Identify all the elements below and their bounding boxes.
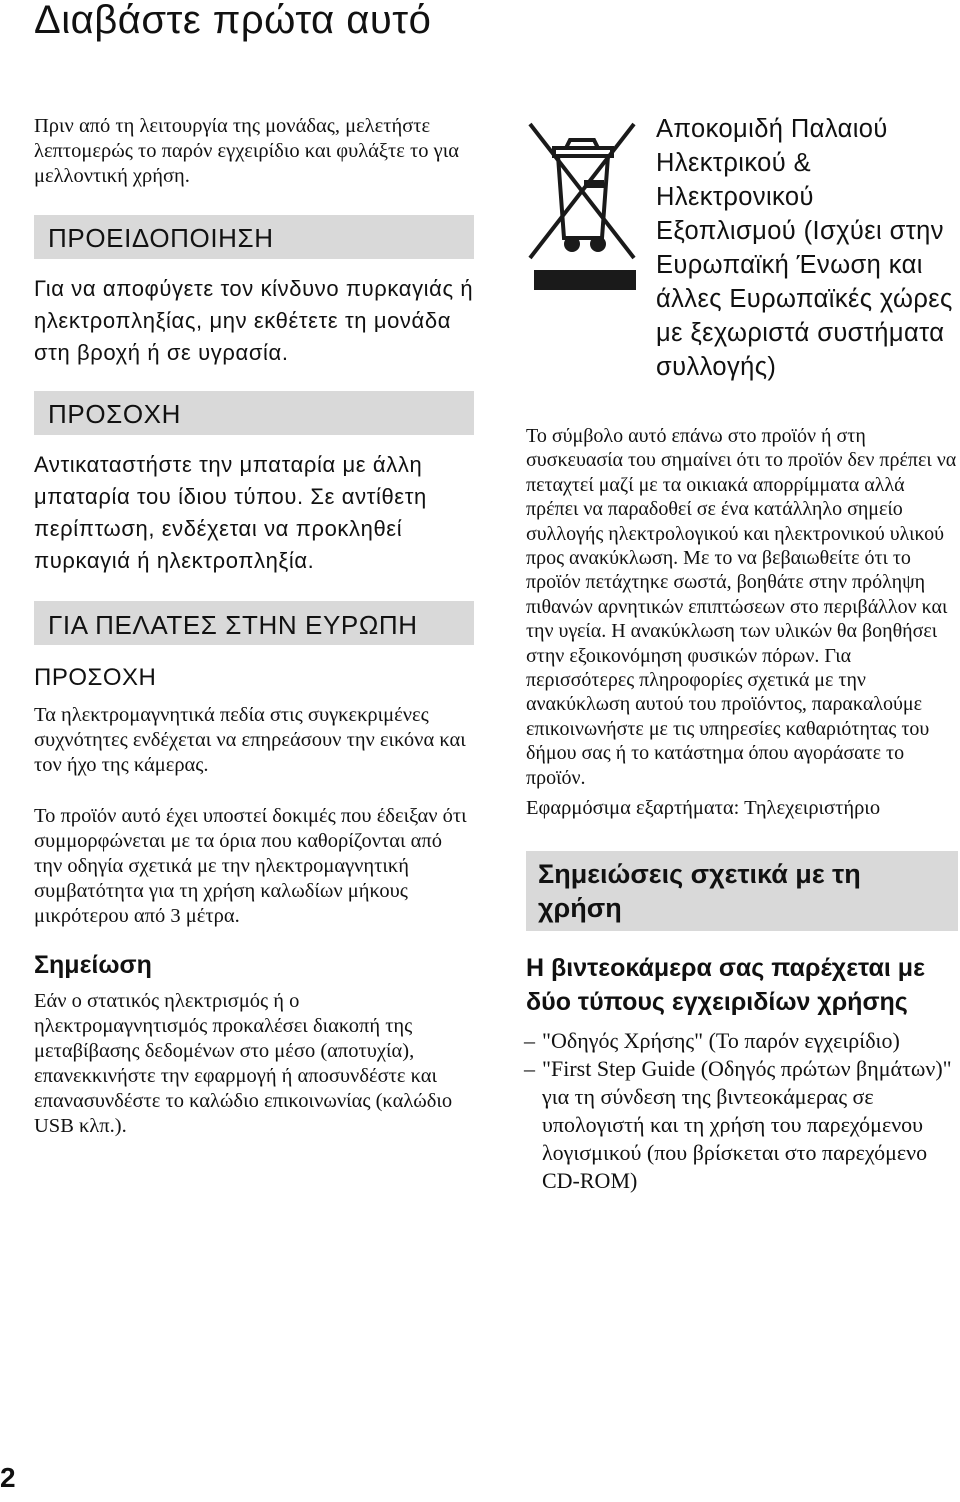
warning-text: Για να αποφύγετε τον κίνδυνο πυρκαγιάς ή ηλεκτροπληξίας, μην εκθέτετε τη μονάδα στη βροχή ή σε υγρασία. — [34, 276, 474, 365]
europe-caution-heading: ΠΡΟΣΟΧΗ — [34, 664, 157, 691]
weee-black-bar — [534, 270, 636, 290]
list-dash: – — [524, 1028, 535, 1054]
weee-text: Το σύμβολο αυτό επάνω στο προϊόν ή στη συσκευασία του σημαίνει ότι το προϊόν δεν πρέπει να πεταχτεί μαζί με τα οικιακά απορρίμματα αλλά πρέπει να παραδοθεί σε ένα κατάλληλο σημείο συλλογής ηλεκτρολογικού και ηλεκτρονικού υλικού προς ανακύκλωση. Με το να βεβαιωθείτε ότι το προϊόν πετάχτηκε σωστά, βοηθάτε στην πρόληψη πιθανών αρνητικών επιπτώσεων στο περιβάλλον και την υγεία. Η ανακύκλωση των υλικών θα βοηθήσει στην εξοικονόμηση φυσικών πόρων. Για περισσότερες πληροφορίες σχετικά με την ανακύκλωση αυτού του προϊόντος, παρακαλούμε επικοινωνήστε με τις υπηρεσίες καθαριότητας του δήμου σας ή το κατάστημα όπου αγοράσατε το προϊόν. — [526, 425, 957, 789]
intro-text: Πριν από τη λειτουργία της μονάδας, μελετήστε λεπτομερώς το παρόν εγχειρίδιο και φυλάξτε το για μελλοντική χρήση. — [34, 115, 459, 187]
europe-text-emf: Τα ηλεκτρομαγνητικά πεδία στις συγκεκριμένες συχνότητες ενδέχεται να επηρεάσουν την εικόνα και τον ήχο της κάμερας. — [34, 704, 466, 776]
page-title: Διαβάστε πρώτα αυτό — [34, 0, 432, 42]
accessories-text: Εφαρμόσιμα εξαρτήματα: Τηλεχειριστήριο — [526, 797, 881, 820]
europe-heading: ΓΙΑ ΠΕΛΑΤΕΣ ΣΤΗΝ ΕΥΡΩΠΗ — [34, 601, 474, 645]
right-column — [526, 112, 958, 1195]
manuals-heading: Η βιντεοκάμερα σας παρέχεται με δύο τύπους εγχειριδίων χρήσης — [526, 954, 925, 1017]
caution-text: Αντικαταστήστε την μπαταρία με άλλη μπαταρία του ίδιου τύπου. Σε αντίθετη περίπτωση, ενδέχεται να προκληθεί πυρκαγιά ή ηλεκτροπληξία. — [34, 452, 427, 573]
manuals-list — [526, 1027, 958, 1195]
note-text: Εάν ο στατικός ηλεκτρισμός ή ο ηλεκτρομαγνητισμός προκαλέσει διακοπή της μεταβίβασης δεδομένων στο μέσο (αποτυχία), επανεκκινήστε την εφαρμογή ή αποσυνδέστε και επανασυνδέστε το καλώδιο επικοινωνίας (καλώδιο USB κλπ.). — [34, 990, 453, 1137]
caution-heading: ΠΡΟΣΟΧΗ — [34, 391, 474, 435]
list-item-text: "First Step Guide (Οδηγός πρώτων βημάτων)" για τη σύνδεση της βιντεοκάμερας σε υπολογιστή και τη χρήση του παρεχόμενου λογισμικού (που βρίσκεται στο παρεχόμενο CD-ROM) — [542, 1056, 952, 1194]
weee-section — [526, 112, 958, 418]
usage-notes-heading: Σημειώσεις σχετικά με τη χρήση — [526, 851, 958, 931]
list-item — [526, 1055, 958, 1195]
left-column — [34, 114, 474, 1139]
page-number: 2 — [0, 1462, 16, 1493]
weee-heading: Αποκομιδή Παλαιού Ηλεκτρικού & Ηλεκτρονικού Εξοπλισμού (Ισχύει στην Ευρωπαϊκή Ένωση και άλλες Ευρωπαϊκές χώρες με ξεχωριστά συστήματα συλλογής) — [656, 115, 953, 381]
list-item-text: "Οδηγός Χρήσης" (Το παρόν εγχειρίδιο) — [542, 1028, 900, 1054]
note-heading: Σημείωση — [34, 951, 152, 979]
crossed-out-wheelie-bin-icon — [526, 118, 638, 294]
list-item — [526, 1027, 958, 1055]
list-dash: – — [524, 1056, 535, 1082]
warning-heading: ΠΡΟΕΙΔΟΠΟΙΗΣΗ — [34, 215, 474, 259]
europe-text-emc: Το προϊόν αυτό έχει υποστεί δοκιμές που έδειξαν ότι συμμορφώνεται με τα όρια που καθορίζονται από την οδηγία σχετικά με την ηλεκτρομαγνητική συμβατότητα για τη χρήση καλωδίων μήκους μικρότερου από 3 μέτρα. — [34, 805, 467, 927]
